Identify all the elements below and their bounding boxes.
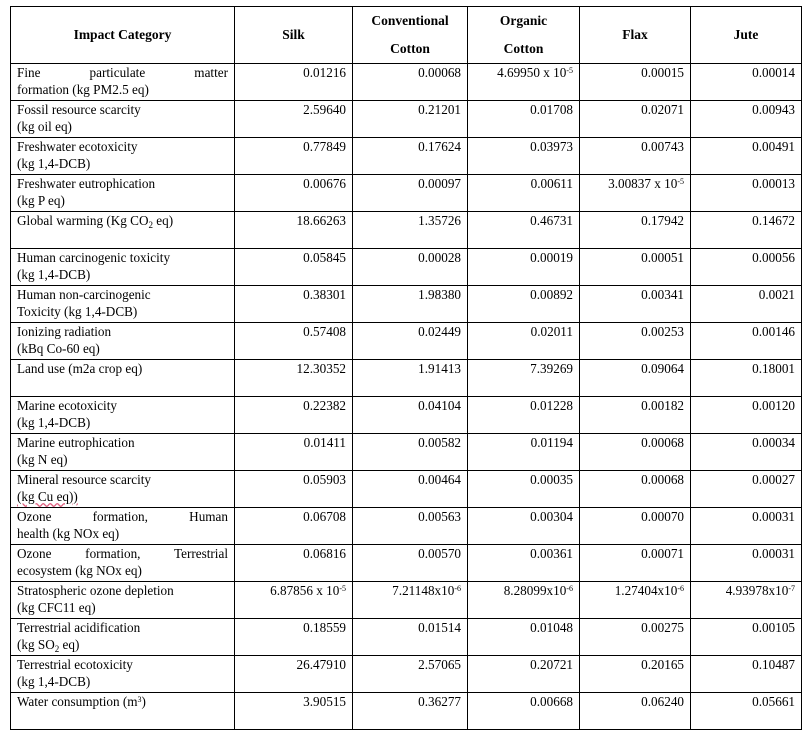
table-row [11, 545, 802, 582]
silk-value: 0.06816 [235, 545, 353, 582]
category-cell [11, 656, 235, 693]
flax-value: 0.06240 [580, 693, 691, 730]
jute-value: 0.05661 [691, 693, 802, 730]
category-line1: Stratospheric ozone depletion [17, 583, 174, 598]
category-line2: ecosystem (kg NOx eq) [17, 563, 142, 578]
category-cell [11, 323, 235, 360]
silk-value: 12.30352 [235, 360, 353, 397]
silk-mantissa: 6.87856 x 10 [270, 583, 340, 598]
silk-value: 0.05903 [235, 471, 353, 508]
jute-value: 0.00013 [691, 175, 802, 212]
header-organic-cotton [468, 7, 580, 64]
table-row [11, 508, 802, 545]
jute-value: 0.10487 [691, 656, 802, 693]
flax-mantissa: 3.00837 x 10 [608, 176, 678, 191]
category-cell [11, 397, 235, 434]
category-line1: Ozone formation, Terrestrial [17, 546, 228, 561]
conventional-cotton-value: 0.00563 [353, 508, 468, 545]
organic-cotton-value: 0.01708 [468, 101, 580, 138]
jute-value: 0.00146 [691, 323, 802, 360]
jute-value: 0.00031 [691, 508, 802, 545]
table-row [11, 434, 802, 471]
jute-value: 0.00120 [691, 397, 802, 434]
flax-value: 0.02071 [580, 101, 691, 138]
organic-cotton-value: 0.46731 [468, 212, 580, 249]
category-line1a: Water consumption (m [17, 694, 138, 709]
jute-value: 0.00034 [691, 434, 802, 471]
flax-value: 0.00051 [580, 249, 691, 286]
category-cell [11, 508, 235, 545]
silk-value: 0.06708 [235, 508, 353, 545]
category-line2: Toxicity (kg 1,4-DCB) [17, 304, 138, 319]
jute-value: 0.14672 [691, 212, 802, 249]
conventional-mantissa: 7.21148x10 [392, 583, 455, 598]
silk-value: 0.01216 [235, 64, 353, 101]
category-line1: Fine particulate matter [17, 65, 228, 80]
organic-cotton-value: 0.02011 [468, 323, 580, 360]
flax-value: 0.00743 [580, 138, 691, 175]
organic-cotton-value: 0.00892 [468, 286, 580, 323]
silk-value: 0.77849 [235, 138, 353, 175]
jute-value: 0.00031 [691, 545, 802, 582]
silk-value: 0.05845 [235, 249, 353, 286]
category-line1: Terrestrial ecotoxicity [17, 657, 133, 672]
category-cell [11, 693, 235, 730]
flax-value: 0.00015 [580, 64, 691, 101]
conventional-cotton-value: 0.00028 [353, 249, 468, 286]
jute-value [691, 582, 802, 619]
silk-value: 3.90515 [235, 693, 353, 730]
conventional-cotton-value: 0.00097 [353, 175, 468, 212]
category-line2: formation (kg PM2.5 eq) [17, 82, 149, 97]
conventional-cotton-value: 1.35726 [353, 212, 468, 249]
flax-value [580, 175, 691, 212]
category-line2a: (kg SO [17, 637, 55, 652]
category-cell [11, 619, 235, 656]
category-line1b: ) [141, 694, 146, 709]
jute-value: 0.00105 [691, 619, 802, 656]
category-line1: Marine ecotoxicity [17, 398, 117, 413]
category-subscript: 2 [148, 220, 153, 230]
organic-cotton-value: 0.00304 [468, 508, 580, 545]
category-cell [11, 64, 235, 101]
organic-cotton-value: 0.20721 [468, 656, 580, 693]
table-row [11, 64, 802, 101]
jute-value: 0.0021 [691, 286, 802, 323]
jute-mantissa: 4.93978x10 [725, 583, 789, 598]
jute-value: 0.00014 [691, 64, 802, 101]
conventional-cotton-value [353, 582, 468, 619]
jute-exponent: -7 [788, 584, 795, 593]
organic-cotton-value: 0.01194 [468, 434, 580, 471]
header-conventional-cotton [353, 7, 468, 64]
category-line1: Freshwater ecotoxicity [17, 139, 138, 154]
organic-exponent: -5 [566, 66, 573, 75]
category-line2: (kg 1,4-DCB) [17, 267, 91, 282]
silk-value: 0.00676 [235, 175, 353, 212]
flax-value: 0.00275 [580, 619, 691, 656]
category-cell [11, 175, 235, 212]
category-line2: (kg 1,4-DCB) [17, 415, 91, 430]
silk-value: 0.22382 [235, 397, 353, 434]
organic-cotton-value: 7.39269 [468, 360, 580, 397]
category-superscript: 3 [137, 695, 142, 704]
conventional-cotton-value: 0.00582 [353, 434, 468, 471]
header-flax: Flax [580, 7, 691, 64]
flax-value: 0.00070 [580, 508, 691, 545]
flax-mantissa: 1.27404x10 [614, 583, 678, 598]
header-silk: Silk [235, 7, 353, 64]
silk-value [235, 582, 353, 619]
category-line2: health (kg NOx eq) [17, 526, 120, 541]
organic-cotton-value: 0.00019 [468, 249, 580, 286]
table-row [11, 323, 802, 360]
category-cell [11, 545, 235, 582]
organic-cotton-value: 0.03973 [468, 138, 580, 175]
table-row [11, 101, 802, 138]
organic-mantissa: 4.69950 x 10 [497, 65, 567, 80]
jute-value: 0.18001 [691, 360, 802, 397]
silk-value: 26.47910 [235, 656, 353, 693]
category-cell [11, 212, 235, 249]
category-cell [11, 471, 235, 508]
conventional-cotton-value: 0.00570 [353, 545, 468, 582]
category-line2: (kg 1,4-DCB) [17, 156, 91, 171]
table-row [11, 212, 802, 249]
category-line1b: eq) [153, 213, 174, 228]
conventional-cotton-value: 0.02449 [353, 323, 468, 360]
flax-exponent: -5 [677, 177, 684, 186]
silk-value: 0.57408 [235, 323, 353, 360]
category-cell [11, 360, 235, 397]
category-line2b: eq) [59, 637, 80, 652]
header-impact-category: Impact Category [11, 7, 235, 64]
impact-table [10, 6, 802, 730]
category-line1: Fossil resource scarcity [17, 102, 141, 117]
silk-value: 0.38301 [235, 286, 353, 323]
conventional-cotton-value: 0.00464 [353, 471, 468, 508]
jute-value: 0.00056 [691, 249, 802, 286]
flax-exponent: -6 [677, 584, 684, 593]
category-line2: (kg Cu eq)) [17, 489, 78, 504]
organic-cotton-value [468, 582, 580, 619]
table-row [11, 582, 802, 619]
organic-exponent: -6 [566, 584, 573, 593]
organic-mantissa: 8.28099x10 [503, 583, 567, 598]
organic-cotton-value: 0.00361 [468, 545, 580, 582]
flax-value: 0.00253 [580, 323, 691, 360]
conventional-cotton-value: 0.01514 [353, 619, 468, 656]
flax-value: 0.17942 [580, 212, 691, 249]
table-row [11, 286, 802, 323]
category-line1: Terrestrial acidification [17, 620, 141, 635]
table-row [11, 360, 802, 397]
category-line2: (kg N eq) [17, 452, 68, 467]
category-line1: Ozone formation, Human [17, 509, 228, 524]
conventional-cotton-value: 0.17624 [353, 138, 468, 175]
flax-value: 0.00341 [580, 286, 691, 323]
category-line1: Human carcinogenic toxicity [17, 250, 171, 265]
conventional-cotton-value: 2.57065 [353, 656, 468, 693]
organic-cotton-value: 0.01228 [468, 397, 580, 434]
conventional-exponent: -6 [454, 584, 461, 593]
header-organic-line2: Cotton [503, 41, 544, 56]
header-conventional-line1: Conventional [371, 13, 449, 28]
flax-value: 0.00068 [580, 471, 691, 508]
category-cell [11, 582, 235, 619]
organic-cotton-value: 0.00668 [468, 693, 580, 730]
table-row [11, 249, 802, 286]
table-row [11, 175, 802, 212]
category-cell [11, 138, 235, 175]
flax-value: 0.00182 [580, 397, 691, 434]
category-line2: (kg P eq) [17, 193, 65, 208]
conventional-cotton-value: 0.04104 [353, 397, 468, 434]
silk-value: 0.18559 [235, 619, 353, 656]
organic-cotton-value: 0.00611 [468, 175, 580, 212]
header-jute: Jute [691, 7, 802, 64]
conventional-cotton-value: 0.36277 [353, 693, 468, 730]
conventional-cotton-value: 0.00068 [353, 64, 468, 101]
table-row [11, 471, 802, 508]
header-row [11, 7, 802, 64]
category-line2: (kg CFC11 eq) [17, 600, 96, 615]
category-cell [11, 434, 235, 471]
conventional-cotton-value: 1.98380 [353, 286, 468, 323]
category-line2: (kBq Co-60 eq) [17, 341, 100, 356]
table-row [11, 138, 802, 175]
category-line1: Ionizing radiation [17, 324, 112, 339]
organic-cotton-value: 0.01048 [468, 619, 580, 656]
table-row [11, 656, 802, 693]
silk-exponent: -5 [339, 584, 346, 593]
table-row [11, 693, 802, 730]
category-line2: (kg 1,4-DCB) [17, 674, 91, 689]
jute-value: 0.00027 [691, 471, 802, 508]
category-cell [11, 101, 235, 138]
category-line1: Freshwater eutrophication [17, 176, 156, 191]
organic-cotton-value [468, 64, 580, 101]
flax-value: 0.20165 [580, 656, 691, 693]
category-line1a: Global warming (Kg CO [17, 213, 149, 228]
table-row [11, 397, 802, 434]
flax-value: 0.00068 [580, 434, 691, 471]
organic-cotton-value: 0.00035 [468, 471, 580, 508]
category-cell [11, 286, 235, 323]
silk-value: 0.01411 [235, 434, 353, 471]
header-organic-line1: Organic [499, 13, 548, 28]
silk-value: 2.59640 [235, 101, 353, 138]
category-cell [11, 249, 235, 286]
category-line2: (kg oil eq) [17, 119, 72, 134]
conventional-cotton-value: 1.91413 [353, 360, 468, 397]
category-line1: Marine eutrophication [17, 435, 135, 450]
flax-value: 0.00071 [580, 545, 691, 582]
flax-value: 0.09064 [580, 360, 691, 397]
jute-value: 0.00491 [691, 138, 802, 175]
conventional-cotton-value: 0.21201 [353, 101, 468, 138]
category-line1: Human non-carcinogenic [17, 287, 151, 302]
category-subscript: 2 [54, 644, 60, 654]
silk-value: 18.66263 [235, 212, 353, 249]
table-row [11, 619, 802, 656]
header-conventional-line2: Cotton [390, 41, 430, 56]
category-line1: Land use (m2a crop eq) [17, 361, 143, 376]
flax-value [580, 582, 691, 619]
category-line1: Mineral resource scarcity [17, 472, 152, 487]
jute-value: 0.00943 [691, 101, 802, 138]
